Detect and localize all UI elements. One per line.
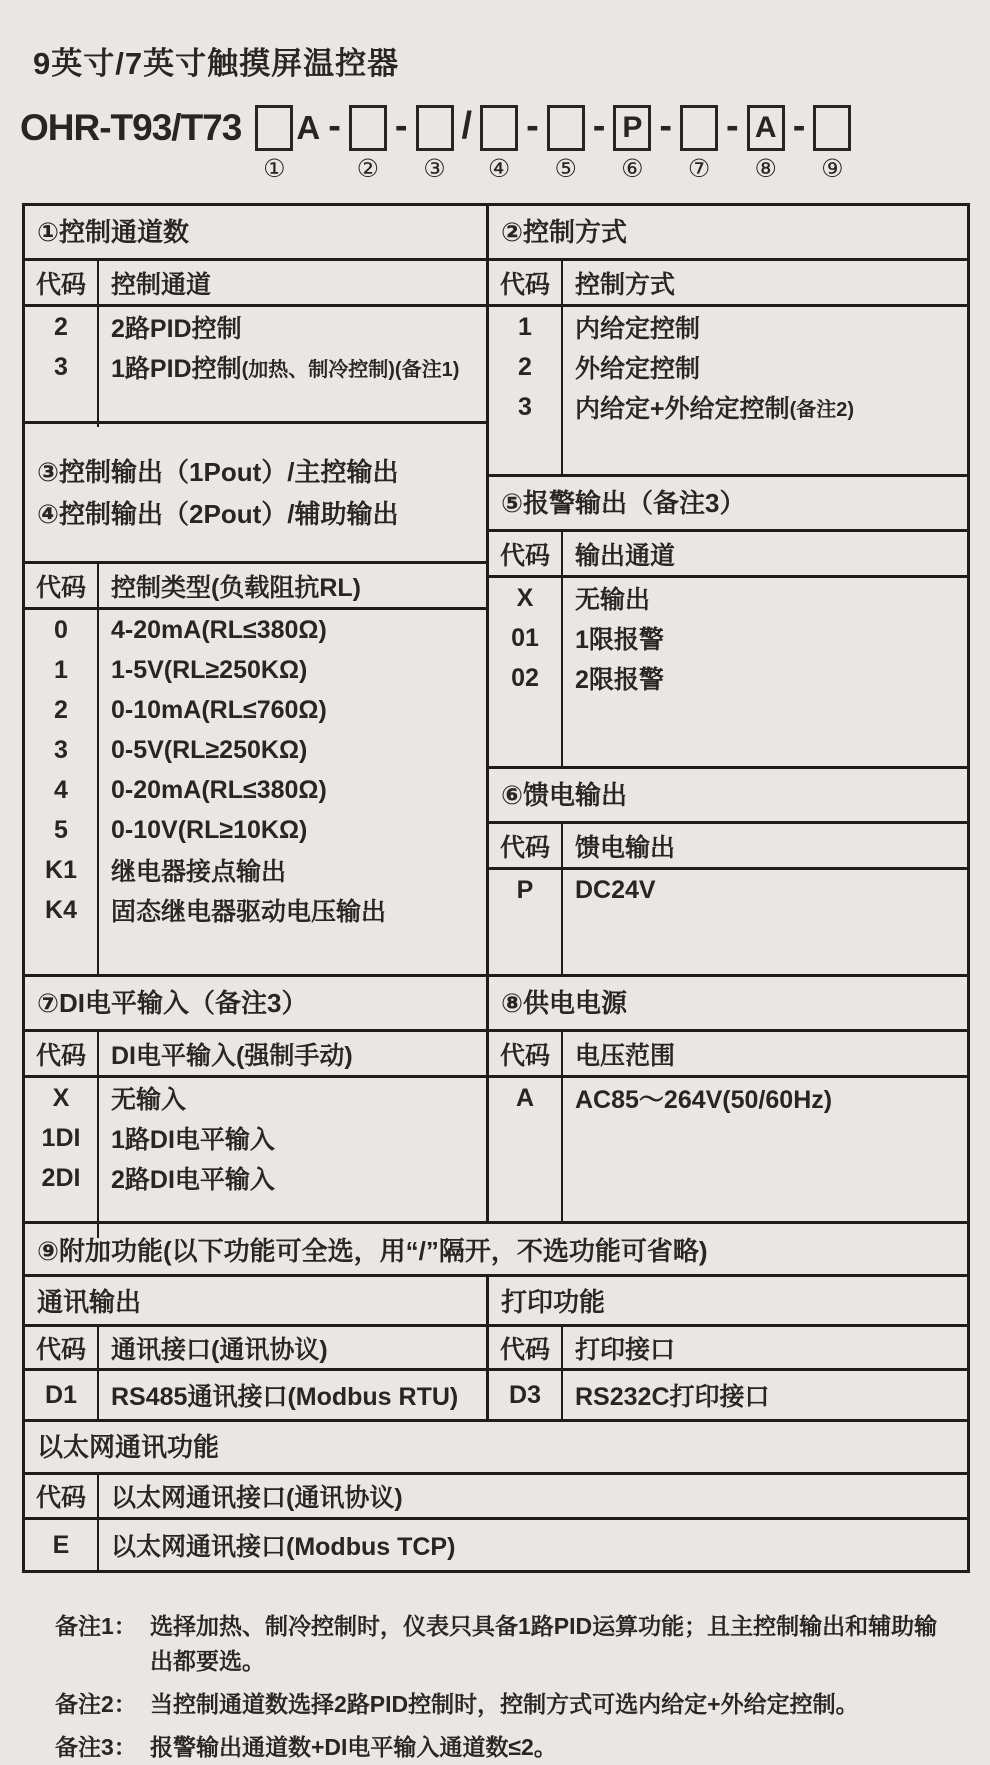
cell-desc-text: 无输入: [111, 1086, 187, 1114]
model-position-number-9: ⑨: [821, 155, 844, 183]
table-row: [489, 1078, 967, 1118]
table-row: [489, 387, 967, 427]
table-row: [25, 610, 486, 650]
col-header-code: 代码: [489, 1032, 563, 1075]
model-boxwrap-6: [613, 105, 651, 183]
table-header-row: [25, 564, 486, 610]
model-separator-8: -: [792, 104, 806, 147]
cell-desc: [563, 387, 967, 427]
col-header-desc: 控制通道: [111, 270, 212, 299]
cell-code: 3: [489, 387, 563, 427]
footnote-3: [55, 1730, 950, 1765]
cell-desc: [99, 774, 486, 807]
cell-code: K4: [25, 890, 99, 930]
model-position-number-1: ①: [263, 155, 286, 183]
cell-code: 1: [25, 650, 99, 690]
model-segment-3: [416, 104, 481, 183]
section-title-2: [489, 206, 967, 261]
section-title-text: ⑨附加功能(以下功能可全选，用“/”隔开，不选功能可省略): [37, 1235, 708, 1266]
model-box-4: [480, 105, 518, 151]
table-row: [25, 1158, 486, 1198]
cell-code: P: [489, 870, 563, 910]
filler-desc: [563, 1168, 967, 1172]
print-function-title: 打印功能: [489, 1277, 967, 1327]
table-row: [25, 850, 486, 890]
filler-code: [25, 930, 99, 974]
table-header-row: [25, 1327, 486, 1371]
table-row: [489, 307, 967, 347]
model-boxwrap-3: [416, 105, 454, 183]
table-filler: [489, 910, 967, 974]
cell-code: K1: [25, 850, 99, 890]
model-box-7: [680, 105, 718, 151]
model-position-number-8: ⑧: [754, 155, 777, 183]
model-segment-7: [680, 104, 747, 183]
cell-code: 3: [25, 347, 99, 387]
table-filler: [489, 427, 967, 474]
table-row: [25, 1520, 967, 1570]
table-row: [25, 650, 486, 690]
footnotes: [55, 1609, 950, 1765]
cell-desc: [563, 1375, 967, 1415]
filler-code: [489, 1118, 563, 1221]
cell-desc: [99, 694, 486, 727]
section-title-line2: ④控制输出（2Pout）/辅助输出: [37, 498, 399, 529]
table-row: [25, 730, 486, 770]
model-separator-1: -: [328, 104, 341, 147]
cell-code: D1: [25, 1371, 99, 1419]
cell-desc: [563, 307, 967, 347]
table-header-row: [25, 1032, 486, 1078]
footnote-label: 备注3：: [55, 1734, 137, 1760]
section-title-text: ⑥馈电输出: [501, 780, 628, 810]
section-title-text: 以太网通讯功能: [37, 1432, 220, 1462]
table-row: [25, 770, 486, 810]
cell-desc-text: AC85～264V(50/60Hz): [575, 1086, 833, 1114]
col-header-desc: 打印接口: [575, 1335, 676, 1364]
col-header-code: 代码: [489, 1327, 563, 1368]
cell-code: 02: [489, 658, 563, 698]
table-row: [25, 347, 486, 387]
cell-code: E: [25, 1520, 99, 1570]
filler-desc: [563, 940, 967, 944]
model-segment-6: [613, 104, 680, 183]
table-row: [25, 1078, 486, 1118]
cell-code: X: [25, 1078, 99, 1118]
section-table-5: [489, 532, 967, 766]
model-box-2: [349, 105, 387, 151]
model-boxwrap-8: [747, 105, 785, 183]
cell-desc: [99, 1158, 486, 1198]
cell-desc-text: 1路PID控制: [111, 355, 242, 383]
col-header-code: 代码: [489, 532, 563, 575]
section-title-text: ②控制方式: [501, 217, 628, 247]
cell-desc-note: (加热、制冷控制)(备注1): [241, 358, 460, 381]
section-control-output: [25, 421, 486, 974]
footnote-2: [55, 1687, 950, 1722]
cell-desc: [99, 1375, 486, 1415]
cell-desc: [99, 654, 486, 687]
model-boxwrap-2: [349, 105, 387, 183]
model-box-6: P: [613, 105, 651, 151]
model-boxwrap-1: [255, 105, 293, 183]
cell-desc: [99, 890, 486, 930]
table-row: [25, 1118, 486, 1158]
cell-desc: [563, 1078, 967, 1118]
section-table-8: [489, 1032, 967, 1221]
section-title-7: [25, 977, 486, 1032]
comm-output-title: 通讯输出: [25, 1277, 486, 1327]
table-header-row: [25, 1475, 967, 1520]
cell-desc-text: 0-20mA(RL≤380Ω): [111, 775, 327, 804]
filler-code: [489, 427, 563, 474]
ordering-code-table: [22, 203, 970, 1573]
cell-code: 2: [25, 690, 99, 730]
table-row: [489, 870, 967, 910]
table-filler: [489, 698, 967, 766]
ethernet-title: [25, 1422, 967, 1475]
cell-desc-text: 0-10mA(RL≤760Ω): [111, 695, 327, 724]
cell-desc: [99, 1118, 486, 1158]
cell-desc-text: 2路DI电平输入: [111, 1166, 275, 1194]
model-boxwrap-4: [480, 105, 518, 183]
section-title-text: ⑦DI电平输入（备注3）: [37, 988, 308, 1018]
col-header-code: 代码: [489, 261, 563, 304]
cell-desc-text: 1-5V(RL≥250KΩ): [111, 655, 308, 684]
table-left-column: [25, 206, 489, 1221]
section-title-5: [489, 477, 967, 532]
cell-code: 2DI: [25, 1158, 99, 1198]
cell-desc: [563, 347, 967, 387]
table-row: [25, 307, 486, 347]
cell-desc: [99, 814, 486, 847]
cell-desc: [99, 614, 486, 647]
filler-code: [489, 910, 563, 974]
cell-desc: [563, 874, 967, 907]
model-position-number-2: ②: [356, 155, 380, 183]
table-header-row: [489, 1327, 967, 1371]
cell-desc: [563, 618, 967, 658]
cell-code: 1: [489, 307, 563, 347]
model-boxwrap-9: [813, 105, 851, 183]
cell-desc: [99, 1078, 486, 1118]
model-position-number-6: ⑥: [621, 155, 644, 183]
filler-desc: [563, 730, 967, 734]
model-separator-4: -: [526, 104, 539, 147]
col-header-desc: 通讯接口(通讯协议): [111, 1335, 328, 1364]
section-title-34: [25, 424, 486, 564]
col-header-code: 代码: [25, 1475, 99, 1517]
table-row: [489, 618, 967, 658]
col-header-code: 代码: [25, 1032, 99, 1075]
footnote-1: [55, 1609, 950, 1679]
table-row: [25, 1371, 486, 1419]
section-title-1: [25, 206, 486, 261]
model-separator-2: -: [394, 104, 408, 147]
model-box-8: A: [747, 105, 785, 151]
cell-desc-text: 2限报警: [575, 666, 664, 694]
cell-desc-text: DC24V: [575, 875, 656, 904]
cell-desc: [99, 850, 486, 890]
section-title-text: ⑤报警输出（备注3）: [501, 488, 746, 518]
model-box-5: [547, 105, 585, 151]
col-header-desc: 电压范围: [575, 1041, 676, 1070]
cell-code: 2: [25, 307, 99, 347]
cell-desc-text: 以太网通讯接口(Modbus TCP): [111, 1533, 456, 1561]
model-segment-2: [349, 104, 416, 183]
table-upper-region: [25, 206, 967, 1221]
model-segment-9: [813, 105, 851, 183]
col-header-code: 代码: [25, 1327, 99, 1368]
cell-desc: [99, 307, 486, 347]
footnote-text: 选择加热、制冷控制时，仪表只具备1路PID运算功能；且主控制输出和辅助输出都要选。: [150, 1613, 938, 1674]
table-row: [489, 578, 967, 618]
cell-desc-text: RS485通讯接口(Modbus RTU): [111, 1383, 459, 1411]
model-prefix: OHR-T93/T73: [20, 107, 242, 148]
filler-desc: [99, 950, 486, 954]
filler-desc: [99, 1216, 486, 1220]
table-header-row: [489, 824, 967, 870]
col-header-desc: 控制类型(负载阻抗RL): [111, 573, 361, 602]
cell-desc-text: 内给定+外给定控制: [575, 395, 790, 423]
section-power-supply: [489, 974, 967, 1221]
comm-output-section: [25, 1277, 489, 1419]
cell-desc-text: 固态继电器驱动电压输出: [111, 898, 387, 926]
model-boxwrap-7: [680, 105, 718, 183]
cell-desc-text: 无输出: [575, 586, 651, 614]
section-title-6: [489, 769, 967, 824]
table-filler: [489, 1118, 967, 1221]
model-separator-6: -: [659, 104, 673, 147]
col-header-desc: 以太网通讯接口(通讯协议): [111, 1484, 403, 1512]
model-segment-4: [480, 104, 547, 183]
section-transmitter-power: [489, 766, 967, 974]
page-title: 9英寸/7英寸触摸屏温控器: [33, 46, 400, 81]
cell-code: 0: [25, 610, 99, 650]
cell-code: 01: [489, 618, 563, 658]
model-separator-7: -: [726, 104, 739, 147]
cell-desc: [563, 578, 967, 618]
model-suffix-letter-1: A: [296, 109, 321, 146]
cell-code: A: [489, 1078, 563, 1118]
section-table-2: [489, 261, 967, 474]
section-alarm-output: [489, 474, 967, 766]
cell-desc-text: 1限报警: [575, 626, 664, 654]
footnote-label: 备注2：: [55, 1691, 137, 1717]
cell-desc-text: 外给定控制: [575, 355, 701, 383]
cell-desc: [99, 347, 486, 387]
filler-desc: [563, 449, 967, 453]
model-separator-5: -: [592, 104, 606, 147]
table-header-row: [489, 1032, 967, 1078]
cell-desc-text: 继电器接点输出: [111, 858, 287, 886]
print-function-section: [489, 1277, 967, 1419]
section-table-1: [25, 261, 486, 421]
model-position-number-4: ④: [487, 155, 511, 183]
section-title-text: ⑧供电电源: [501, 988, 628, 1018]
table-row: [25, 690, 486, 730]
col-header-code: 代码: [489, 824, 563, 867]
col-header-desc: 输出通道: [575, 541, 676, 570]
section-control-mode: [489, 206, 967, 474]
model-box-3: [416, 105, 454, 151]
table-row: [489, 347, 967, 387]
ethernet-section: [25, 1419, 967, 1570]
cell-desc-text: 0-5V(RL≥250KΩ): [111, 735, 308, 764]
model-code-line: [20, 104, 990, 183]
section-di-input: [25, 974, 486, 1221]
cell-code: 2: [489, 347, 563, 387]
cell-desc-text: 2路PID控制: [111, 315, 242, 343]
footnote-label: 备注1：: [55, 1613, 137, 1639]
model-box-1: [255, 105, 293, 151]
model-separator-3: /: [461, 104, 473, 147]
cell-desc-text: 0-10V(RL≥10KΩ): [111, 815, 308, 844]
model-position-number-3: ③: [423, 155, 446, 183]
cell-desc-note: (备注2): [789, 398, 855, 421]
col-header-desc: 馈电输出: [575, 833, 676, 862]
section-table-6: [489, 824, 967, 974]
cell-code: X: [489, 578, 563, 618]
model-boxwrap-5: [547, 105, 585, 183]
col-header-desc: 控制方式: [575, 270, 676, 299]
table-header-row: [489, 532, 967, 578]
col-header-code: 代码: [25, 564, 99, 607]
cell-desc: [99, 734, 486, 767]
table-filler: [25, 930, 486, 974]
cell-code: 5: [25, 810, 99, 850]
model-segment-5: [547, 104, 614, 183]
filler-code: [489, 698, 563, 766]
section-control-channels: [25, 206, 486, 421]
table-right-column: [489, 206, 967, 1221]
cell-code: 3: [25, 730, 99, 770]
col-header-desc: DI电平输入(强制手动): [111, 1041, 353, 1070]
section-title-8: [489, 977, 967, 1032]
cell-desc-text: 内给定控制: [575, 315, 701, 343]
table-row: [489, 658, 967, 698]
footnote-text: 当控制通道数选择2路PID控制时，控制方式可选内给定+外给定控制。: [150, 1691, 859, 1717]
cell-code: D3: [489, 1371, 563, 1419]
addon-functions-grid: [25, 1274, 967, 1419]
cell-code: 4: [25, 770, 99, 810]
cell-desc-text: 1路DI电平输入: [111, 1126, 275, 1154]
table-header-row: [489, 261, 967, 307]
model-segment-1: [255, 104, 349, 183]
section-table-34: [25, 564, 486, 974]
model-position-number-5: ⑤: [554, 155, 577, 183]
table-row: [25, 890, 486, 930]
section-title-text: ①控制通道数: [37, 217, 190, 247]
footnote-text: 报警输出通道数+DI电平输入通道数≤2。: [150, 1734, 557, 1760]
filler-desc: [99, 405, 486, 409]
table-row: [25, 810, 486, 850]
section-table-7: [25, 1032, 486, 1221]
cell-code: 1DI: [25, 1118, 99, 1158]
table-row: [489, 1371, 967, 1419]
cell-desc-text: 4-20mA(RL≤380Ω): [111, 615, 327, 644]
col-header-code: 代码: [25, 261, 99, 304]
section-title-line1: ③控制输出（1Pout）/主控输出: [37, 456, 399, 487]
cell-desc-text: RS232C打印接口: [575, 1383, 770, 1411]
cell-desc: [99, 1525, 967, 1565]
table-header-row: [25, 261, 486, 307]
model-box-9: [813, 105, 851, 151]
cell-desc: [563, 658, 967, 698]
model-segment-8: [747, 104, 814, 183]
model-position-number-7: ⑦: [687, 155, 711, 183]
